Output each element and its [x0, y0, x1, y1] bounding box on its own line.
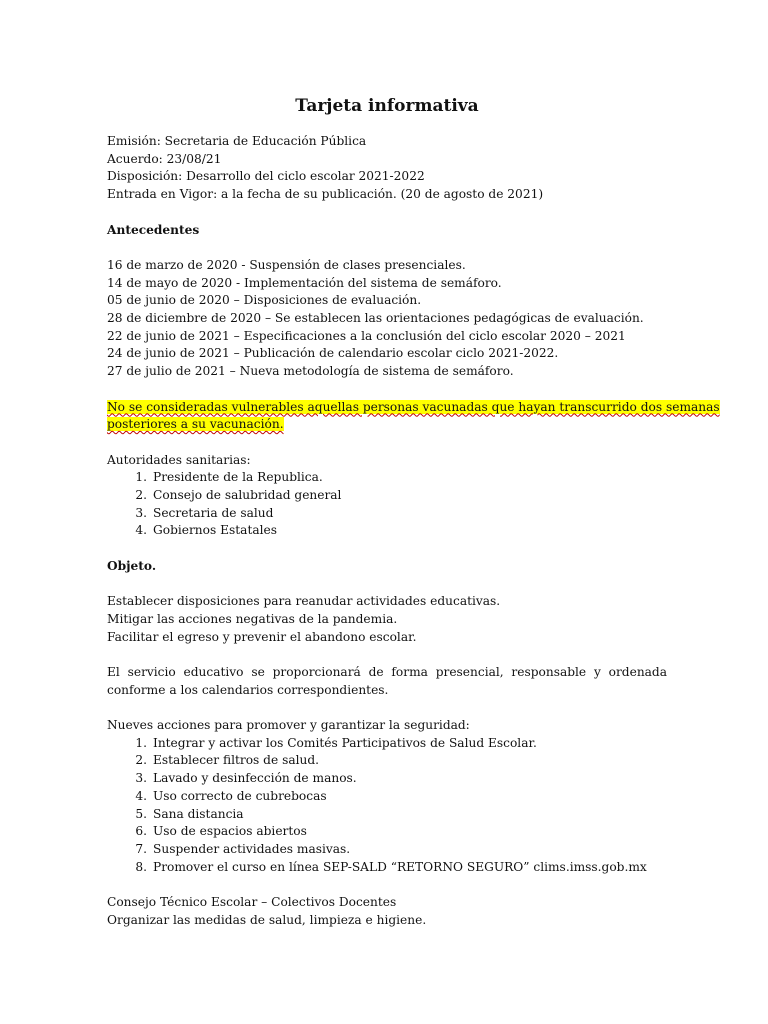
objeto-heading: Objeto. — [107, 558, 157, 573]
antecedente-item: 28 de diciembre de 2020 – Se establecen las orientaciones pedagógicas de evaluación. — [107, 311, 644, 325]
autoridades-heading: Autoridades sanitarias: — [107, 452, 251, 467]
objeto-item: Mitigar las acciones negativas de la pandemia. — [107, 611, 398, 626]
entrada-line: Entrada en Vigor: a la fecha de su publicación. (20 de agosto de 2021) — [107, 187, 544, 202]
list-item: 4. Gobiernos Estatales — [135, 523, 277, 538]
list-item: 7. Suspender actividades masivas. — [135, 842, 351, 856]
document-title: Tarjeta informativa — [295, 96, 479, 116]
list-item: 6. Uso de espacios abiertos — [135, 824, 307, 839]
emision-line: Emisión: Secretaria de Educación Pública — [107, 134, 367, 148]
list-item: 2. Consejo de salubridad general — [135, 488, 342, 502]
antecedente-item: 24 de junio de 2021 – Publicación de calendario escolar ciclo 2021-2022. — [107, 346, 559, 361]
disposicion-line: Disposición: Desarrollo del ciclo escolar 2021-2022 — [107, 169, 425, 184]
header-info — [107, 133, 667, 204]
list-item: 1. Presidente de la Republica. — [135, 470, 323, 485]
list-item: 3. Secretaria de salud — [135, 505, 274, 520]
acciones-heading: Nueves acciones para promover y garantizar la seguridad: — [107, 718, 470, 733]
acuerdo-line: Acuerdo: 23/08/21 — [107, 151, 222, 166]
acciones-list — [107, 735, 667, 877]
servicio-paragraph: El servicio educativo se proporcionará de forma presencial, responsable y ordenada conforme a los calendarios correspondientes. — [107, 664, 667, 697]
objeto-item: Establecer disposiciones para reanudar actividades educativas. — [107, 594, 501, 609]
consejo-line-1: Consejo Técnico Escolar – Colectivos Docentes — [107, 895, 397, 910]
list-item: 8. Promover el curso en línea SEP-SALD “RETORNO SEGURO” clims.imss.gob.mx — [135, 859, 647, 874]
antecedente-item: 14 de mayo de 2020 - Implementación del sistema de semáforo. — [107, 275, 502, 290]
highlighted-note — [107, 399, 720, 434]
highlighted-note-line-1: No se consideradas vulnerables aquellas personas vacunadas que hayan transcurrido dos semanas — [107, 399, 720, 414]
highlighted-note-line-2: posteriores a su vacunación. — [107, 417, 284, 432]
autoridades-list — [107, 469, 667, 540]
antecedentes-heading: Antecedentes — [107, 222, 200, 237]
antecedente-item: 22 de junio de 2021 – Especificaciones a la conclusión del ciclo escolar 2020 – 2021 — [107, 328, 626, 343]
document-page — [107, 95, 720, 930]
list-item: 4. Uso correcto de cubrebocas — [135, 788, 327, 803]
list-item: 1. Integrar y activar los Comités Participativos de Salud Escolar. — [135, 735, 537, 750]
list-item: 3. Lavado y desinfección de manos. — [135, 771, 357, 786]
objeto-list — [107, 593, 667, 646]
antecedente-item: 05 de junio de 2020 – Disposiciones de evaluación. — [107, 293, 422, 308]
antecedente-item: 27 de julio de 2021 – Nueva metodología de sistema de semáforo. — [107, 364, 514, 379]
list-item: 2. Establecer filtros de salud. — [135, 753, 320, 768]
consejo-line-2: Organizar las medidas de salud, limpieza e higiene. — [107, 912, 427, 927]
antecedentes-list — [107, 257, 667, 381]
consejo-block — [107, 894, 667, 929]
antecedente-item: 16 de marzo de 2020 - Suspensión de clases presenciales. — [107, 257, 466, 272]
objeto-item: Facilitar el egreso y prevenir el abandono escolar. — [107, 629, 417, 644]
list-item: 5. Sana distancia — [135, 806, 244, 821]
